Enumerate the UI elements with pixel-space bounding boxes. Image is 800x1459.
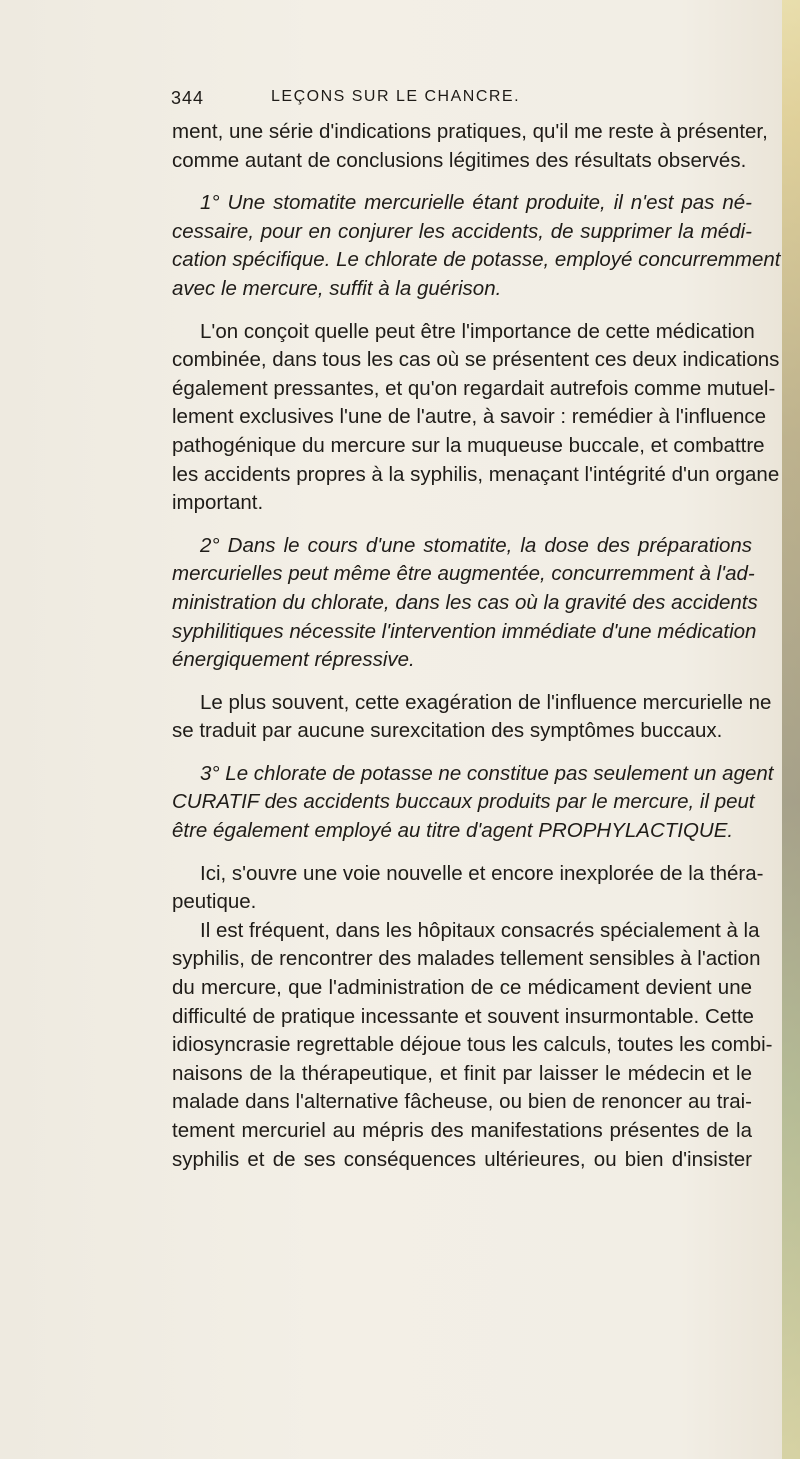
text-line: idiosyncrasie regrettable déjoue tous les calculs, toutes les combi- (172, 1033, 773, 1057)
text-line: syphilitiques nécessite l'intervention immédiate d'une médication (172, 619, 757, 643)
text-line: 2° Dans le cours d'une stomatite, la dose des préparations (200, 533, 752, 557)
page-edge (782, 0, 800, 1459)
text-line: cessaire, pour en conjurer les accidents, de supprimer la médi- (172, 219, 752, 243)
paragraph (172, 318, 780, 518)
text-line: mercurielles peut même être augmentée, concurremment à l'ad- (172, 562, 755, 586)
text-line: important. (172, 491, 264, 515)
text-line: 3° Le chlorate de potasse ne constitue pas seulement un agent (200, 761, 774, 785)
text-line: L'on conçoit quelle peut être l'importance de cette médication (200, 319, 755, 343)
text-line: comme autant de conclusions légitimes des résultats observés. (172, 148, 747, 172)
body-text (172, 118, 781, 1174)
text-line: CURATIF des accidents buccaux produits par le mercure, il peut (172, 790, 755, 814)
text-line: cation spécifique. Le chlorate de potasse, employé concurremment (172, 248, 781, 272)
text-line: syphilis, de rencontrer des malades tellement sensibles à l'action (172, 947, 761, 971)
text-line: énergiquement répressive. (172, 648, 415, 672)
text-line: lement exclusives l'une de l'autre, à savoir : remédier à l'influence (172, 405, 767, 429)
text-line: peutique. (172, 890, 257, 914)
page-header (171, 88, 761, 112)
paragraph (172, 689, 772, 746)
paragraph (172, 917, 773, 1174)
text-line: naisons de la thérapeutique, et finit par laisser le médecin et le (172, 1061, 752, 1085)
proposition-3 (172, 760, 774, 846)
text-line: 1° Une stomatite mercurielle étant produite, il n'est pas né- (200, 191, 752, 215)
text-line: malade dans l'alternative fâcheuse, ou bien de renoncer au trai- (172, 1090, 752, 1114)
text-line: également pressantes, et qu'on regardait autrefois comme mutuel- (172, 376, 776, 400)
running-head: LEÇONS SUR LE CHANCRE. (271, 88, 521, 105)
text-line: tement mercuriel au mépris des manifestations présentes de la (172, 1119, 752, 1142)
text-line: Le plus souvent, cette exagération de l'influence mercurielle ne (200, 690, 772, 714)
text-line: combinée, dans tous les cas où se présentent ces deux indications (172, 348, 780, 372)
text-line: Il est fréquent, dans les hôpitaux consacrés spécialement à la (200, 918, 760, 942)
text-line: ment, une série d'indications pratiques, qu'il me reste à présenter, (172, 120, 768, 143)
paragraph-continuation (172, 118, 768, 175)
text-line: ministration du chlorate, dans les cas où la gravité des accidents (172, 590, 758, 614)
text-line: pathogénique du mercure sur la muqueuse buccale, et combattre (172, 433, 765, 457)
text-line: difficulté de pratique incessante et souvent insurmontable. Cette (172, 1004, 754, 1028)
text-line: Ici, s'ouvre une voie nouvelle et encore inexplorée de la théra- (200, 861, 764, 885)
text-line: les accidents propres à la syphilis, menaçant l'intégrité d'un organe (172, 462, 780, 486)
text-line: être également employé au titre d'agent PROPHYLACTIQUE. (172, 819, 734, 843)
text-line: se traduit par aucune surexcitation des symptômes buccaux. (172, 719, 723, 743)
text-line: du mercure, que l'administration de ce médicament devient une (172, 976, 752, 1000)
text-line: syphilis et de ses conséquences ultérieures, ou bien d'insister (172, 1147, 752, 1171)
proposition-1 (172, 189, 781, 303)
text-line: avec le mercure, suffit à la guérison. (172, 276, 502, 300)
page-number: 344 (171, 88, 205, 108)
proposition-2 (172, 532, 758, 675)
paragraph (172, 860, 764, 917)
